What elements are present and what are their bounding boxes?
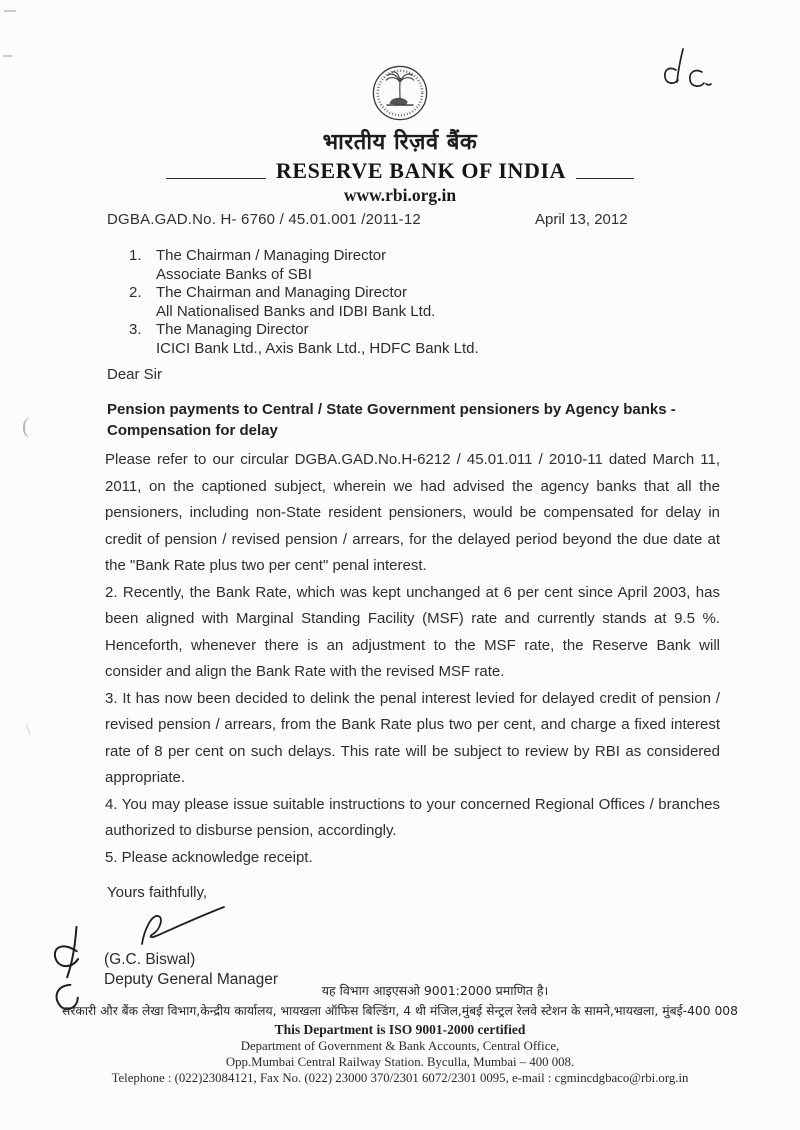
bank-website: www.rbi.org.in: [343, 185, 457, 205]
footer-iso-hindi: यह विभाग आइएसओ 9001:2000 प्रमाणित है।: [321, 983, 549, 998]
reference-number: DGBA.GAD.No. H- 6760 / 45.01.001 /2011-12: [107, 211, 421, 228]
letter-date: April 13, 2012: [535, 211, 628, 228]
signatory-name: (G.C. Biswal): [104, 951, 196, 968]
footer-address-line: Opp.Mumbai Central Railway Station. Byculla, Mumbai – 400 008.: [225, 1055, 575, 1069]
body-paragraph-1: Please refer to our circular DGBA.GAD.No.H-6212 / 45.01.011 / 2010-11 dated March 11, 2011, on the captioned subject, wherein we had advised the agency banks that all the pensioners, including non-State resident pensioners, would be compensated for delay in credit of pension / revised pension / arrears, for the delayed period beyond the due date at the "Bank Rate plus two per cent" penal interest.: [105, 451, 720, 574]
addressee-org: All Nationalised Banks and IDBI Bank Ltd.: [156, 302, 436, 320]
letter-body: [105, 447, 720, 871]
valediction: Yours faithfully,: [107, 884, 208, 901]
body-paragraph-2: 2. Recently, the Bank Rate, which was kept unchanged at 6 per cent since April 2003, has been aligned with Marginal Standing Facility (MSF) rate and currently stands at 9.5 %. Henceforth, whenever there is an adjustment to the MSF rate, the Reserve Bank will consider and align the Bank Rate with the revised MSF rate.: [105, 583, 720, 680]
footer-contact-line: Telephone : (022)23084121, Fax No. (022) 23000 370/2301 6072/2301 0095, e-mail : cgmincdgbaco@rbi.org.in: [111, 1071, 689, 1085]
addressee-number: 1.: [129, 247, 142, 264]
addressee-item: [129, 247, 479, 284]
scan-artifact-tick: \: [26, 722, 31, 739]
bank-name-english: RESERVE BANK OF INDIA: [275, 158, 567, 183]
body-paragraph-3: 3. It has now been decided to delink the penal interest levied for delayed credit of pension / revised pension / arrears, from the Bank Rate plus two per cent, and charge a fixed interest rate of 8 per cent on such delays. This rate will be subject to review by RBI as considered appropriate.: [105, 689, 720, 786]
addressee-title: The Chairman and Managing Director: [156, 284, 407, 302]
body-paragraph-4: 4. You may please issue suitable instructions to your concerned Regional Offices / branches authorized to disburse pension, accordingly.: [105, 795, 720, 839]
addressee-number: 2.: [129, 284, 142, 302]
header-rule-left: [166, 178, 266, 179]
salutation: Dear Sir: [107, 366, 163, 383]
footer-iso-english: This Department is ISO 9001-2000 certified: [274, 1022, 526, 1037]
letter-footer: [0, 982, 800, 1086]
addressee-list: [129, 247, 479, 359]
scan-edge-mark: [4, 10, 16, 12]
footer-department-line: Department of Government & Bank Accounts, Central Office,: [240, 1039, 560, 1053]
addressee-title: The Managing Director: [156, 321, 309, 339]
handwritten-signature: [126, 900, 230, 955]
signatory-title: Deputy General Manager: [104, 971, 279, 988]
addressee-number: 3.: [129, 321, 142, 339]
footer-address-hindi: सरकारी और बैंक लेखा विभाग,केन्द्रीय कार्यालय, भायखला ऑफिस बिल्डिंग, 4 थी मंजिल,मुंबई सेन्ट्रल रेलवे स्टेशन के सामने,भायखला, मुंबई-400 008: [62, 1004, 738, 1018]
scan-artifact-paren: (: [22, 413, 30, 438]
addressee-item: [129, 321, 479, 358]
reference-line: [107, 211, 720, 228]
addressee-org: Associate Banks of SBI: [156, 265, 312, 283]
bank-name-hindi: भारतीय रिज़र्व बैंक: [322, 130, 478, 155]
addressee-item: [129, 284, 479, 321]
subject-line: Pension payments to Central / State Government pensioners by Agency banks - Compensation for delay: [107, 401, 676, 439]
header-rule-right: [576, 178, 634, 179]
rbi-seal-icon: [371, 64, 429, 122]
letterhead: [0, 64, 800, 206]
body-paragraph-5: 5. Please acknowledge receipt.: [105, 848, 313, 866]
addressee-title: The Chairman / Managing Director: [156, 247, 387, 264]
scan-edge-mark: [3, 55, 12, 57]
addressee-org: ICICI Bank Ltd., Axis Bank Ltd., HDFC Bank Ltd.: [156, 339, 479, 357]
